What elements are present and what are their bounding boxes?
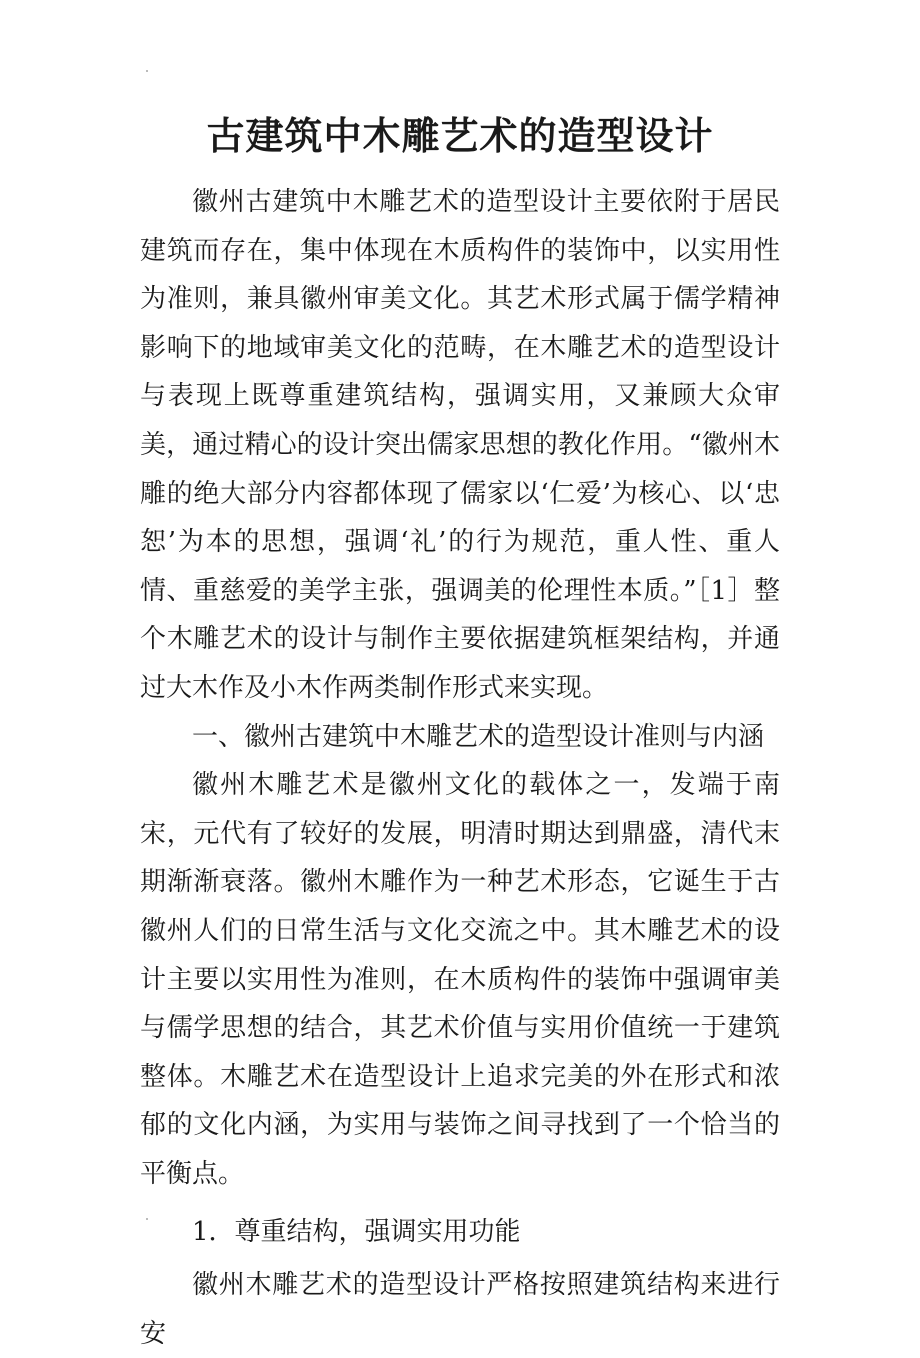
paragraph-history: 徽州木雕艺术是徽州文化的载体之一，发端于南宋，元代有了较好的发展，明清时期达到鼎盛，清代末期渐渐衰落。徽州木雕作为一种艺术形态，它诞生于古徽州人们的日常生活与文化交流之中。其木雕艺术的设计主要以实用性为准则，在木质构件的装饰中强调审美与儒学思想的结合，其艺术价值与实用价值统一于建筑整体。木雕艺术在造型设计上追求完美的外在形式和浓郁的文化内涵，为实用与装饰之间寻找到了一个恰当的平衡点。 [140, 770, 780, 1189]
paragraph-structure: 徽州木雕艺术的造型设计严格按照建筑结构来进行安 [140, 1270, 780, 1349]
scan-speck [146, 70, 148, 72]
document-body [140, 178, 780, 1358]
subsection-heading: 1．尊重结构，强调实用功能 [192, 1217, 521, 1248]
paragraph-intro: 徽州古建筑中木雕艺术的造型设计主要依附于居民建筑而存在，集中体现在木质构件的装饰中，以实用性为准则，兼具徽州审美文化。其艺术形式属于儒学精神影响下的地域审美文化的范畴，在木雕艺术的造型设计与表现上既尊重建筑结构，强调实用，又兼顾大众审美，通过精心的设计突出儒家思想的教化作用。“徽州木雕的绝大部分内容都体现了儒家以‘仁爱’为核心、以‘忠恕’为本的思想，强调‘礼’的行为规范，重人性、重人情、重慈爱的美学主张，强调美的伦理性本质。”［1］整个木雕艺术的设计与制作主要依据建筑框架结构，并通过大木作及小木作两类制作形式来实现。 [140, 187, 780, 703]
document-title: 古建筑中木雕艺术的造型设计 [206, 113, 714, 158]
section-heading: 一、徽州古建筑中木雕艺术的造型设计准则与内涵 [192, 721, 765, 752]
